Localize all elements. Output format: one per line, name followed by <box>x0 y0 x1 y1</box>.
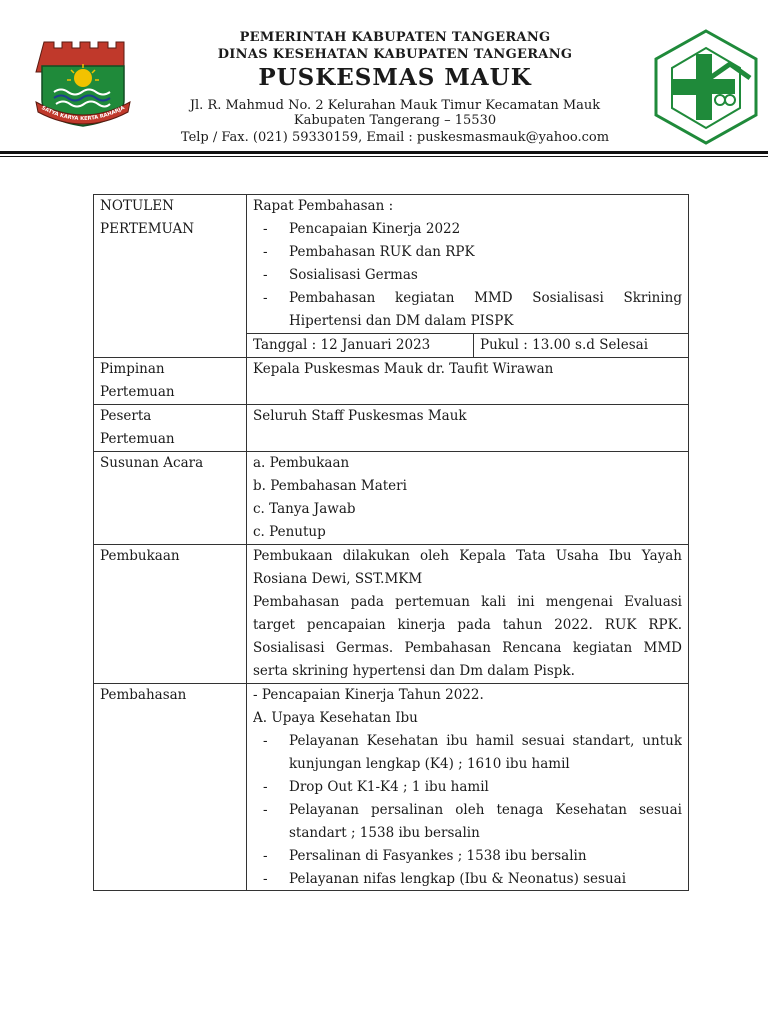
puskesmas-logo-icon <box>652 28 760 146</box>
pembukaan-content <box>247 545 689 684</box>
list-item: - Pelayanan Kesehatan ibu hamil sesuai standart, untuk kunjungan lengkap (K4) ; 1610 ibu hamil <box>253 730 682 776</box>
table-row-pimpinan <box>94 358 689 405</box>
notulen-content <box>247 195 689 358</box>
letterhead <box>0 0 768 160</box>
peserta-label-line1: Peserta <box>100 408 152 424</box>
date-time-row <box>247 333 688 357</box>
peserta-value: Seluruh Staff Puskesmas Mauk <box>247 405 689 452</box>
list-item: a. Pembukaan <box>253 455 350 471</box>
notulen-label <box>94 195 247 358</box>
meeting-time: Pukul : 13.00 s.d Selesai <box>480 337 649 353</box>
pembahasan-intro: - Pencapaian Kinerja Tahun 2022. <box>253 687 484 703</box>
list-item: - Pelayanan persalinan oleh tenaga Kesehatan sesuai standart ; 1538 ibu bersalin <box>253 799 682 845</box>
peserta-label <box>94 405 247 452</box>
list-item: - Pelayanan nifas lengkap (Ibu & Neonatus) sesuai <box>253 868 682 890</box>
pimpinan-label-line2: Pertemuan <box>100 384 175 400</box>
list-item: - Drop Out K1-K4 ; 1 ibu hamil <box>253 776 682 799</box>
pimpinan-label <box>94 358 247 405</box>
pembukaan-paragraph-2: Pembahasan pada pertemuan kali ini mengenai Evaluasi target pencapaian kinerja pada tahun 2022. RUK RPK. Sosialisasi Germas. Pembahasan Rencana kegiatan MMD serta skrining hypertensi dan Dm dalam Pispk. <box>253 594 682 679</box>
agenda-list <box>253 218 682 333</box>
emblem-motto: SATYA KARYA KERTA RAHARJA <box>40 105 126 123</box>
pembahasan-content <box>247 684 689 891</box>
header-contact: Telp / Fax. (021) 59330159, Email : puskesmasmauk@yahoo.com <box>180 130 610 145</box>
notulen-label-line1: NOTULEN <box>100 198 174 214</box>
list-item: c. Tanya Jawab <box>253 501 356 517</box>
pimpinan-label-line1: Pimpinan <box>100 361 165 377</box>
pembukaan-label: Pembukaan <box>94 545 247 684</box>
pembahasan-list <box>253 730 682 890</box>
table-row-pembukaan <box>94 545 689 684</box>
notulen-heading: Rapat Pembahasan : <box>253 198 394 214</box>
list-item: - Pembahasan RUK dan RPK <box>253 241 682 264</box>
header-address-line1: Jl. R. Mahmud No. 2 Kelurahan Mauk Timur Kecamatan Mauk <box>189 98 601 113</box>
table-row-notulen <box>94 195 689 358</box>
meeting-date: Tanggal : 12 Januari 2023 <box>247 334 474 357</box>
header-address-line2: Kabupaten Tangerang – 15530 <box>293 113 497 128</box>
pembukaan-paragraph-1: Pembukaan dilakukan oleh Kepala Tata Usaha Ibu Yayah Rosiana Dewi, SST.MKM <box>253 548 682 587</box>
list-item: - Pembahasan kegiatan MMD Sosialisasi Skrining Hipertensi dan DM dalam PISPK <box>253 287 682 333</box>
table-row-susunan <box>94 452 689 545</box>
header-rule-thin <box>0 156 768 157</box>
header-department: DINAS KESEHATAN KABUPATEN TANGERANG <box>217 47 573 62</box>
list-item: - Persalinan di Fasyankes ; 1538 ibu bersalin <box>253 845 682 868</box>
table-row-peserta <box>94 405 689 452</box>
list-item: b. Pembahasan Materi <box>253 478 407 494</box>
header-government: PEMERINTAH KABUPATEN TANGERANG <box>239 30 551 45</box>
peserta-label-line2: Pertemuan <box>100 431 175 447</box>
pembahasan-section-a: A. Upaya Kesehatan Ibu <box>253 710 418 726</box>
list-item: - Pencapaian Kinerja 2022 <box>253 218 682 241</box>
table-row-pembahasan <box>94 684 689 891</box>
header-title: PUSKESMAS MAUK <box>258 64 532 91</box>
pembahasan-label: Pembahasan <box>94 684 247 891</box>
kabupaten-tangerang-emblem-icon <box>34 38 132 128</box>
susunan-content <box>247 452 689 545</box>
header-rule-thick <box>0 151 768 154</box>
list-item: - Sosialisasi Germas <box>253 264 682 287</box>
susunan-label: Susunan Acara <box>94 452 247 545</box>
list-item: c. Penutup <box>253 524 326 540</box>
pimpinan-value: Kepala Puskesmas Mauk dr. Taufit Wirawan <box>247 358 689 405</box>
notulen-table <box>93 194 689 891</box>
notulen-label-line2: PERTEMUAN <box>100 221 195 237</box>
